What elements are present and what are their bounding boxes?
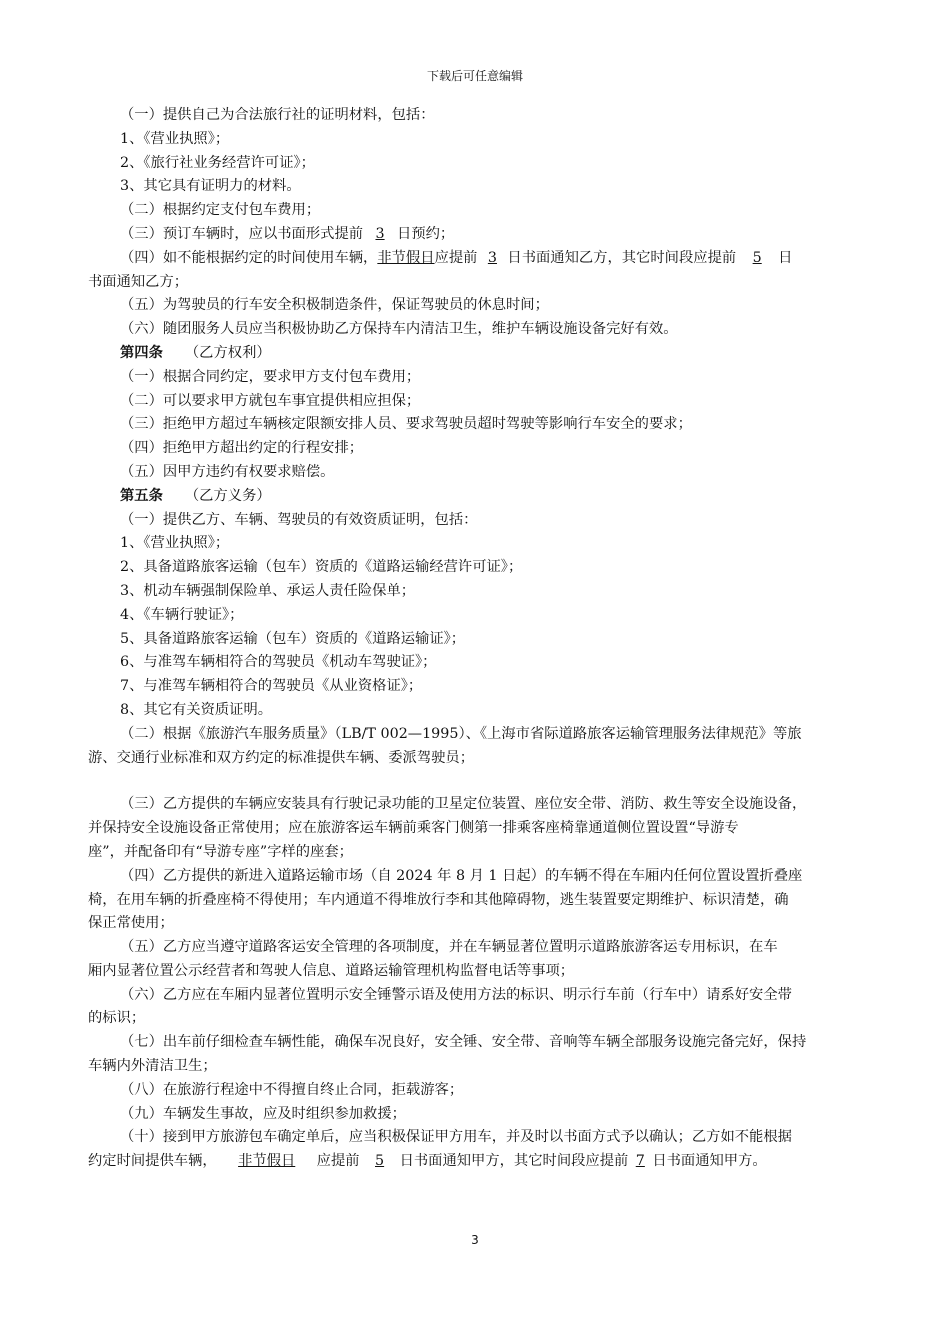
clause-paragraph: （三）乙方提供的车辆应安装具有行驶记录功能的卫星定位装置、座位安全带、消防、救生等安全设施设备， 并保持安全设施设备正常使用；应在旅游客运车辆前乘客门侧第一排乘客座椅靠通道侧位置设置“导游专 座”，并配备印有“导游专座”字样的座套；	[88, 796, 807, 860]
clause-line: 8、其它有关资质证明。	[120, 701, 273, 718]
cancel-text: 应提前	[434, 249, 478, 266]
page-number: 3	[471, 1233, 479, 1247]
article-4-heading	[120, 342, 880, 366]
clause-paragraph: （四）乙方提供的新进入道路运输市场（自 2024 年 8 月 1 日起）的车辆不得在车厢内任何位置设置折叠座 椅，在用车辆的折叠座椅不得使用；车内通道不得堆放行李和其他障碍物，逃生装置要定期维护、标识清楚，确 保正常使用；	[88, 867, 803, 932]
article-5-title: 第五条	[120, 487, 163, 504]
booking-text: （三）预订车辆时，应以书面形式提前	[120, 225, 364, 242]
clause-line: 1、《营业执照》；	[120, 535, 230, 552]
notice-days-blank: 5	[375, 1153, 385, 1170]
clause-line: （一）提供自己为合法旅行社的证明材料，包括：	[120, 107, 435, 123]
clause-paragraph-10: （十）接到甲方旅游包车确定单后，应当积极保证甲方用车，并及时以书面方式予以确认；乙方如不能根据 约定时间提供车辆， 非节假日 应提前 5 日书面通知甲方，其它时间段应提前 7 日书面通知甲方。	[88, 1126, 880, 1174]
other-days-blank: 7	[635, 1153, 645, 1170]
clause-line: （二）根据约定支付包车费用；	[120, 202, 321, 219]
holiday-blank: 非节假日	[238, 1153, 296, 1170]
clause-line: 2、具备道路旅客运输（包车）资质的《道路运输经营许可证》；	[120, 559, 523, 576]
booking-days-blank: 3	[375, 225, 385, 242]
clause-line: （八）在旅游行程途中不得擅自终止合同，拒载游客；	[120, 1081, 464, 1098]
clause-line: （六）随团服务人员应当积极协助乙方保持车内清洁卫生，维护车辆设施设备完好有效。	[120, 321, 678, 338]
clause-line: （二）可以要求甲方就包车事宜提供相应担保；	[120, 392, 421, 409]
notice-days-blank: 3	[487, 249, 497, 266]
page-header: 下载后可任意编辑	[426, 69, 523, 83]
booking-text-end: 日预约；	[397, 225, 455, 242]
cancel-text: 日	[778, 249, 793, 266]
clause-10-text: 约定时间提供车辆，	[88, 1153, 217, 1170]
other-days-blank: 5	[752, 249, 762, 266]
clause-line: （一）提供乙方、车辆、驾驶员的有效资质证明，包括：	[120, 511, 478, 528]
holiday-blank: 非节假日	[377, 249, 435, 266]
clause-paragraph: （七）出车前仔细检查车辆性能，确保车况良好，安全锤、安全带、音响等车辆全部服务设施完备完好，保持 车辆内外清洁卫生；	[88, 1034, 807, 1075]
clause-line: 6、与准驾车辆相符合的驾驶员《机动车驾驶证》；	[120, 654, 437, 671]
clause-line: （三）拒绝甲方超过车辆核定限额安排人员、要求驾驶员超时驾驶等影响行车安全的要求；	[120, 416, 692, 433]
clause-line: （五）因甲方违约有权要求赔偿。	[120, 463, 335, 480]
clause-line: 5、具备道路旅客运输（包车）资质的《道路运输证》；	[120, 630, 466, 647]
clause-line: （五）为驾驶员的行车安全积极制造条件，保证驾驶员的休息时间；	[120, 297, 549, 314]
cancel-continuation: 书面通知乙方；	[88, 273, 189, 290]
clause-line: （一）根据合同约定，要求甲方支付包车费用；	[120, 368, 421, 385]
clause-line: 3、其它具有证明力的材料。	[120, 178, 301, 195]
clause-paragraph: （二）根据《旅游汽车服务质量》（LB/T 002—1995）、《上海市省际道路旅客运输管理服务法律规范》等旅 游、交通行业标准和双方约定的标准提供车辆、委派驾驶员；	[88, 725, 802, 766]
clause-10-text: 日书面通知甲方。	[652, 1153, 767, 1170]
clause-line: 1、《营业执照》；	[120, 130, 230, 147]
article-5-subtitle: （乙方义务）	[184, 487, 271, 504]
clause-line: 7、与准驾车辆相符合的驾驶员《从业资格证》；	[120, 678, 423, 695]
clause-paragraph: （六）乙方应在车厢内显著位置明示安全锤警示语及使用方法的标识、明示行车前（行车中）请系好安全带 的标识；	[88, 986, 792, 1027]
article-4-subtitle: （乙方权利）	[184, 344, 271, 361]
clause-10-text: 应提前	[316, 1153, 360, 1170]
clause-line: （九）车辆发生事故，应及时组织参加救援；	[120, 1105, 406, 1122]
cancel-text: 日书面通知乙方，其它时间段应提前	[507, 249, 737, 266]
cancel-text: （四）如不能根据约定的时间使用车辆，	[120, 249, 378, 266]
clause-cancel-notice	[88, 247, 880, 295]
clause-line: （四）拒绝甲方超出约定的行程安排；	[120, 440, 364, 457]
clause-line: 4、《车辆行驶证》；	[120, 606, 244, 623]
clause-line-booking	[120, 223, 880, 247]
clause-paragraph: （五）乙方应当遵守道路客运安全管理的各项制度，并在车辆显著位置明示道路旅游客运专用标识，在车 厢内显著位置公示经营者和驾驶人信息、道路运输管理机构监督电话等事项；	[88, 939, 778, 979]
clause-10-text: 日书面通知甲方，其它时间段应提前	[399, 1153, 629, 1170]
clause-line: 3、机动车辆强制保险单、承运人责任险保单；	[120, 582, 416, 599]
clause-line: 2、《旅行社业务经营许可证》；	[120, 154, 315, 171]
document-body	[88, 104, 880, 1174]
article-5-heading	[120, 485, 880, 509]
article-4-title: 第四条	[120, 344, 163, 361]
